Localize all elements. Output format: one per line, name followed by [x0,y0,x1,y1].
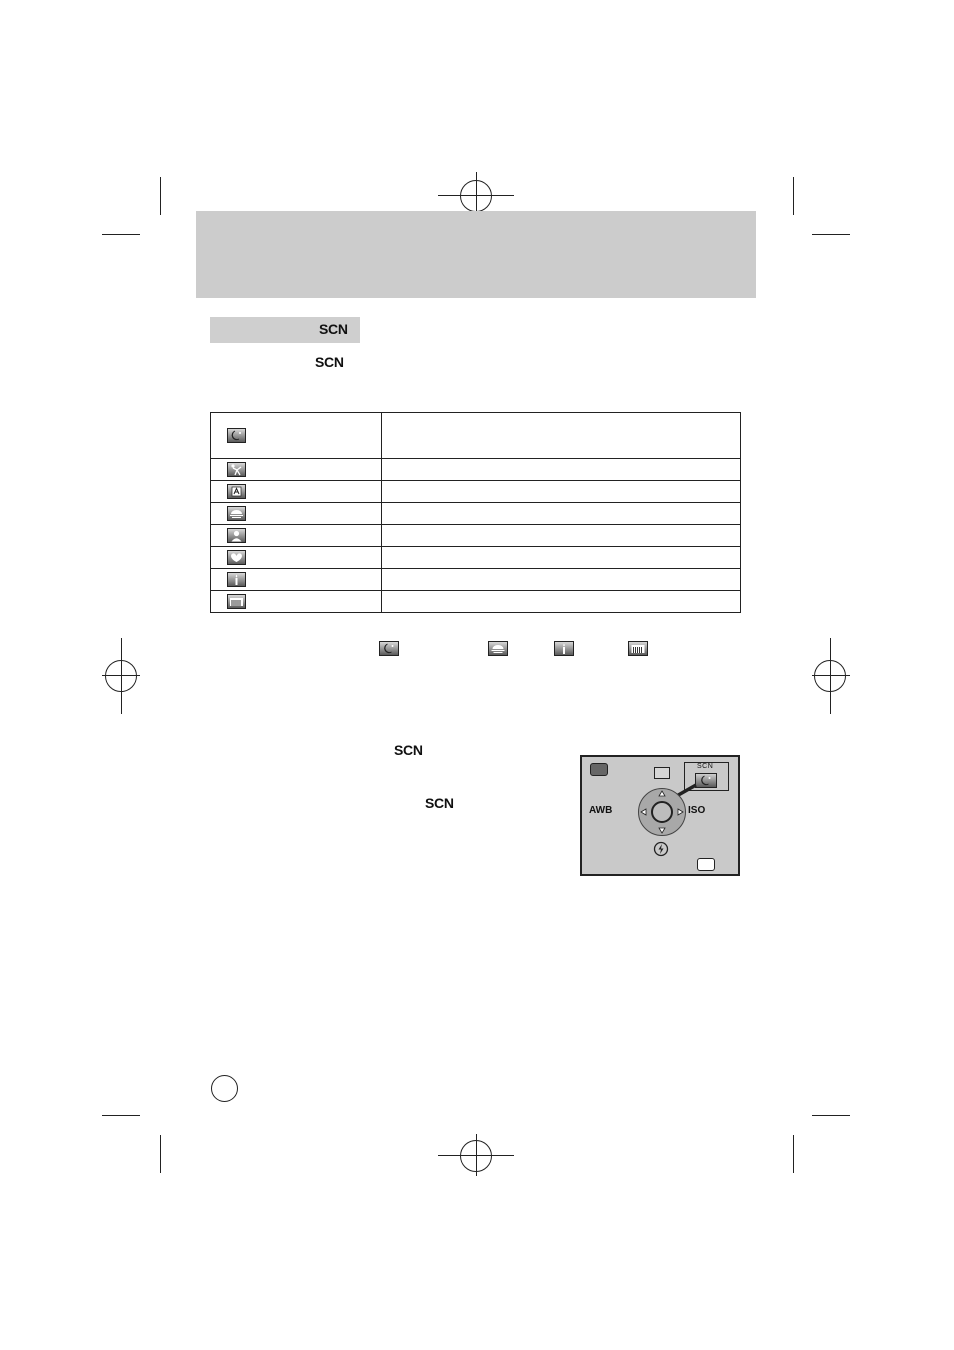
crop-mark-bottom-right-h [812,1115,850,1116]
crop-mark-top-right-h [812,234,850,235]
step-scn-text-2: SCN [425,795,454,811]
landscape-sunset-icon [488,641,508,656]
crop-mark-bottom-left-v [160,1135,161,1173]
menu-button[interactable] [697,858,715,871]
table-row [211,547,741,569]
intro-scn-text: SCN [315,354,344,370]
candle-icon [227,572,246,587]
building-icon [227,594,246,609]
section-label-scn: SCN [319,321,348,337]
crop-mark-top-right-v [793,177,794,215]
candle-icon [554,641,574,656]
table-row [211,481,741,503]
camera-control-panel [580,755,740,876]
awb-label: AWB [589,805,613,816]
table-row [211,591,741,613]
nav-arrows [638,788,686,836]
iso-label: ISO [688,805,706,816]
arrow-right-icon[interactable] [678,809,683,815]
table-row [211,413,741,459]
section-label [210,317,360,343]
crop-mark-bottom-right-v [793,1135,794,1173]
header-band [196,211,756,298]
table-row [211,569,741,591]
sports-icon [227,462,246,477]
scn-callout-label: SCN [697,763,714,770]
portrait-icon [227,528,246,543]
table-row [211,503,741,525]
building-icon [628,641,648,656]
crop-mark-bottom-left-h [102,1115,140,1116]
table-row [211,459,741,481]
crop-mark-top-left-h [102,234,140,235]
text-icon [227,484,246,499]
page-number-circle [211,1075,238,1102]
scene-mode-table [210,412,741,613]
flash-icon [653,841,669,857]
arrow-left-icon[interactable] [641,809,646,815]
table-row [211,525,741,547]
crop-mark-top-left-v [160,177,161,215]
flower-icon [227,550,246,565]
arrow-down-icon[interactable] [659,828,665,833]
step-scn-text-1: SCN [394,742,423,758]
night-scene-icon [379,641,399,656]
arrow-up-icon[interactable] [659,791,665,796]
landscape-sunset-icon [227,506,246,521]
night-scene-icon [227,428,246,443]
